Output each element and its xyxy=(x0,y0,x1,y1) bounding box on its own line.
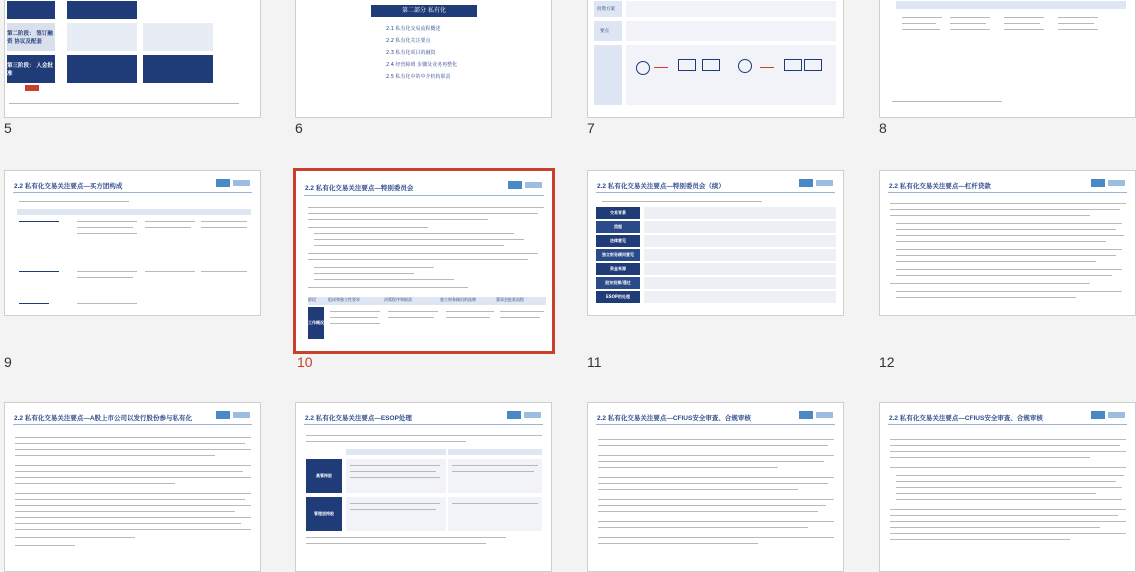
logo-icon xyxy=(507,409,541,421)
slide-title: 2.2 私有化交易关注要点—特别委员会（续） xyxy=(597,183,725,190)
slide-thumbnail-8[interactable] xyxy=(879,0,1136,118)
slide-thumbnail-10[interactable] xyxy=(293,168,555,354)
slide-number: 10 xyxy=(297,354,313,370)
slide6-section-title: 第二部分 私有化 xyxy=(371,5,477,17)
logo-icon xyxy=(216,409,250,421)
slide-thumbnail-16[interactable] xyxy=(879,402,1136,572)
slide5-tab-2: 第二阶段： 签订融资 协议及配套 xyxy=(7,23,55,51)
slide11-row-label: ESOP的处理 xyxy=(596,291,640,303)
slide-thumbnail-14[interactable] xyxy=(295,402,552,572)
slide-number: 7 xyxy=(587,120,595,136)
slide11-row-label: 交易背景 xyxy=(596,207,640,219)
logo-icon xyxy=(508,179,542,191)
slide5-tab-3: 第三阶段： 人会批准 xyxy=(7,55,55,83)
slide-thumbnail-9[interactable] xyxy=(4,170,261,316)
slide-title: 2.2 私有化交易关注要点—CFIUS安全审查、合规审核 xyxy=(597,415,751,422)
slide-number: 9 xyxy=(4,354,12,370)
slide-title: 2.2 私有化交易关注要点—CFIUS安全审查、合规审核 xyxy=(889,415,1043,422)
slide-thumbnail-11[interactable] xyxy=(587,170,844,316)
slide7-row-label: 投资方案 xyxy=(597,7,615,12)
slide14-left-label: 高管持股 xyxy=(306,459,342,493)
slide-number: 11 xyxy=(587,354,602,370)
slide-thumbnail-5[interactable] xyxy=(4,0,261,118)
logo-icon xyxy=(799,409,833,421)
slide-thumbnail-12[interactable] xyxy=(879,170,1136,316)
slide-number: 6 xyxy=(295,120,303,136)
logo-icon xyxy=(799,177,833,189)
slide-number: 12 xyxy=(879,354,895,370)
slide-title: 2.2 私有化交易关注要点—买方团构成 xyxy=(14,183,123,190)
slide-number: 8 xyxy=(879,120,887,136)
slide-thumbnail-6[interactable] xyxy=(295,0,552,118)
logo-icon xyxy=(1091,409,1125,421)
logo-icon xyxy=(1091,177,1125,189)
slide6-toc-item: 2.1 私有化交易流程概述 xyxy=(386,26,441,32)
slide11-row-label: 股东投票/通过 xyxy=(596,277,640,289)
slide5-tab-1 xyxy=(7,1,55,19)
slide-title: 2.2 私有化交易关注要点—杠杆贷款 xyxy=(889,183,991,190)
slide6-toc-item: 2.3 私有化项目的融资 xyxy=(386,50,436,56)
slide-title: 2.2 私有化交易关注要点—特别委员会 xyxy=(305,185,414,192)
slide14-left-label: 管理层持股 xyxy=(306,497,342,531)
slide-thumbnail-7[interactable] xyxy=(587,0,844,118)
slide11-row-label: 法律意见 xyxy=(596,235,640,247)
slide11-row-label: 流程 xyxy=(596,221,640,233)
slide-title: 2.2 私有化交易关注要点—ESOP处理 xyxy=(305,415,412,422)
slide6-toc-item: 2.5 私有化中的中介机构职责 xyxy=(386,74,451,80)
slide-thumbnail-15[interactable] xyxy=(587,402,844,572)
slide-title: 2.2 私有化交易关注要点—A股上市公司以发行股份参与私有化 xyxy=(14,415,193,422)
slide-number: 5 xyxy=(4,120,12,136)
slide11-row-label: 独立财务顾问意见 xyxy=(596,249,640,261)
slide-thumbnail-13[interactable] xyxy=(4,402,261,572)
slide10-table-header: 阶段 组成和独立性要求 决策程序和职责 独立财务顾问的选聘 董事会批准流程 xyxy=(308,297,546,305)
slide11-row-label: 资金来源 xyxy=(596,263,640,275)
slide7-row-label: 要点 xyxy=(600,29,609,34)
logo-icon xyxy=(216,177,250,189)
slide6-toc-item: 2.4 经营障碍 步骤及业务再整化 xyxy=(386,62,458,68)
slide6-toc-item: 2.2 私有化关注要点 xyxy=(386,38,431,44)
slide10-side-label: 工作概况 xyxy=(308,307,324,339)
